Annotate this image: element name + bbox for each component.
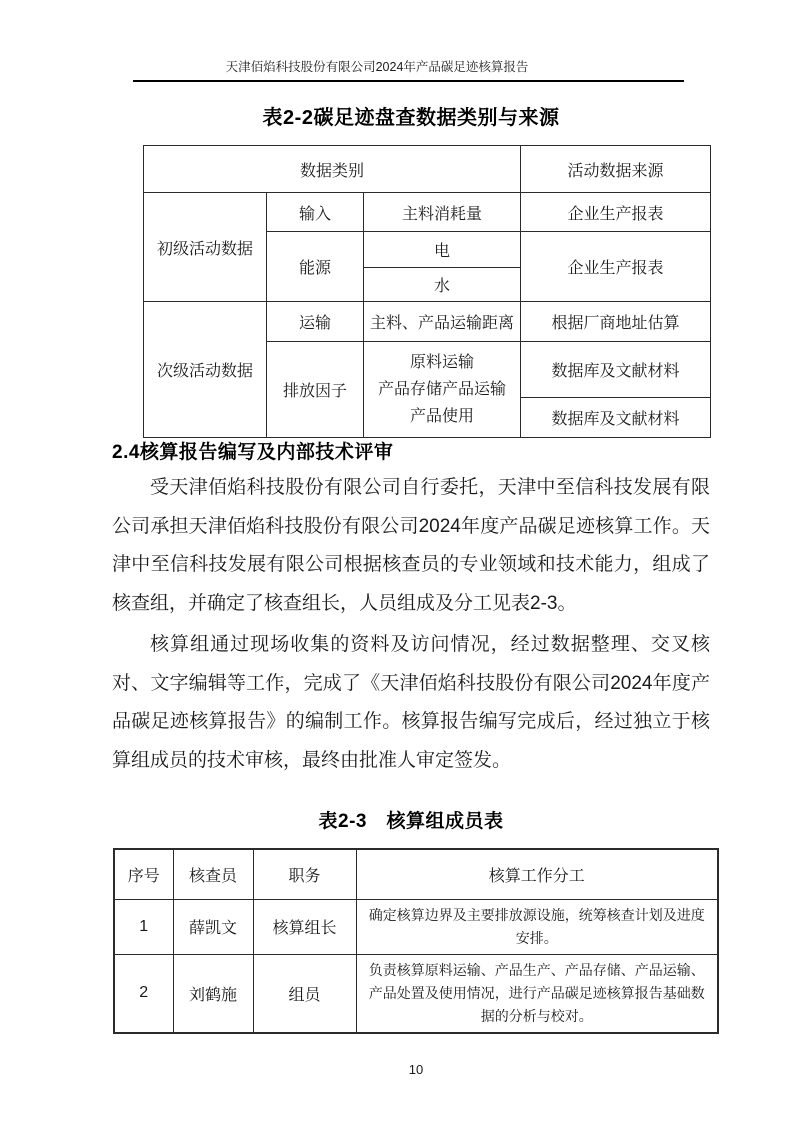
t23-row1-no: 1: [114, 899, 173, 954]
t22-cell-emission-factor-items: [364, 342, 521, 438]
t23-header-division: 核算工作分工: [356, 849, 718, 899]
header-rule: [133, 80, 684, 82]
t22-cell-database-1: 数据库及文献材料: [521, 342, 711, 398]
t22-cell-emission-factor: 排放因子: [267, 342, 364, 438]
t22-ef-line-product-use: 产品使用: [410, 408, 475, 425]
t22-cell-water: 水: [364, 268, 521, 302]
t23-row-1: [114, 899, 718, 954]
t22-header-data-category: 数据类别: [144, 146, 521, 193]
t22-cell-energy: 能源: [267, 232, 364, 302]
t22-cell-main-material-consumption: 主料消耗量: [364, 193, 521, 232]
t23-header-auditor: 核查员: [173, 849, 253, 899]
t23-header-row: [114, 849, 718, 899]
t23-header-no: 序号: [114, 849, 173, 899]
section-body: [112, 469, 710, 780]
t23-row2-role: 组员: [253, 954, 356, 1033]
t22-cell-electricity: 电: [364, 232, 521, 268]
running-header-title: 天津佰焰科技股份有限公司2024年产品碳足迹核算报告: [225, 60, 529, 74]
page-number: 10: [408, 1062, 424, 1077]
t22-row-transport: [144, 302, 711, 342]
t23-row1-role: 核算组长: [253, 899, 356, 954]
t22-header-row: [144, 146, 711, 193]
t22-cell-enterprise-report-1: 企业生产报表: [521, 193, 711, 232]
t22-cell-database-2: 数据库及文献材料: [521, 398, 711, 438]
t22-cell-enterprise-report-2: 企业生产报表: [521, 232, 711, 302]
t22-ef-line-product-storage-transport: 产品存储产品运输: [378, 381, 507, 398]
t22-cell-secondary-activity-data: 次级活动数据: [144, 302, 267, 438]
t23-row-2: [114, 954, 718, 1033]
table23-title: 表2-3 核算组成员表: [318, 811, 504, 832]
t23-header-role: 职务: [253, 849, 356, 899]
section-heading-2-4: 2.4核算报告编写及内部技术评审: [112, 442, 394, 463]
paragraph-1: 受天津佰焰科技股份有限公司自行委托，天津中至信科技发展有限公司承担天津佰焰科技股份有限公司2024年度产品碳足迹核算工作。天津中至信科技发展有限公司根据核查员的专业领域和技术能力，组成了核查组，并确定了核查组长，人员组成及分工见表2-3。: [112, 477, 710, 614]
t22-cell-transport: 运输: [267, 302, 364, 342]
t22-header-activity-source: 活动数据来源: [521, 146, 711, 193]
table22-data-categories-sources: [143, 145, 711, 438]
table22-title: 表2-2碳足迹盘查数据类别与来源: [262, 107, 560, 129]
t22-row-input: [144, 193, 711, 232]
t23-row2-duty: 负责核算原料运输、产品生产、产品存储、产品运输、产品处置及使用情况，进行产品碳足迹核算报告基础数据的分析与校对。: [356, 954, 718, 1033]
t23-row2-no: 2: [114, 954, 173, 1033]
t23-row1-duty: 确定核算边界及主要排放源设施，统筹核查计划及进度安排。: [356, 899, 718, 954]
t22-cell-vendor-address-estimate: 根据厂商地址估算: [521, 302, 711, 342]
t22-cell-primary-activity-data: 初级活动数据: [144, 193, 267, 302]
table23-team-members: [113, 848, 719, 1034]
t22-cell-input: 输入: [267, 193, 364, 232]
t23-row1-name: 薛凯文: [173, 899, 253, 954]
t23-row2-name: 刘鹤施: [173, 954, 253, 1033]
t22-cell-transport-distance: 主料、产品运输距离: [364, 302, 521, 342]
t22-ef-line-raw-material-transport: 原料运输: [410, 354, 475, 371]
paragraph-2: 核算组通过现场收集的资料及访问情况，经过数据整理、交叉核对、文字编辑等工作，完成了《天津佰焰科技股份有限公司2024年度产品碳足迹核算报告》的编制工作。核算报告编写完成后，经过独立于核算组成员的技术审核，最终由批准人审定签发。: [112, 634, 710, 771]
